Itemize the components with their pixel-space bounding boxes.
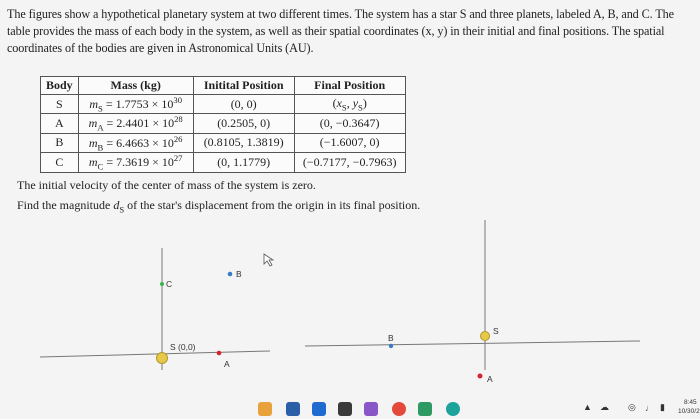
initial-planet-b <box>228 272 233 277</box>
final-label-s: S <box>493 326 499 336</box>
app-icon-8[interactable] <box>446 402 460 416</box>
initial-label-a: A <box>224 359 230 369</box>
app-icon-2[interactable] <box>286 402 300 416</box>
mouse-cursor-icon <box>264 254 273 266</box>
cell-initial: (0.8105, 1.3819) <box>193 133 294 152</box>
header-final: Final Position <box>294 77 405 95</box>
velocity-statement: The initial velocity of the center of mass of the system is zero. <box>17 178 316 192</box>
app-icon-4[interactable] <box>338 402 352 416</box>
cell-mass: $m_B = 6.4663 \times 10^{26}$ <box>78 133 193 152</box>
cell-final: ($x_S$, $y_S$) <box>294 95 405 114</box>
word-icon[interactable] <box>312 402 326 416</box>
final-planet-a <box>478 374 483 379</box>
table-row <box>41 114 406 133</box>
header-body: Body <box>41 77 79 95</box>
cell-body: S <box>41 95 79 114</box>
bodies-table <box>40 76 406 173</box>
cell-final: (−0.7177, −0.7963) <box>294 153 405 172</box>
final-label-b: B <box>388 333 394 343</box>
problem-intro: The figures show a hypothetical planetary system at two different times. The system has a star S and three planets, labeled A, B, and C. The table provides the mass of each body in the system, as well as their spatial coordinates (x, y) in their initial and final positions. The spatial coordinates of the bodies are given in Astronomical Units (AU). <box>7 7 674 55</box>
cloud-icon[interactable]: ☁ <box>600 402 609 412</box>
volume-icon[interactable]: ♩ <box>645 403 654 413</box>
cell-final: (−1.6007, 0) <box>294 133 405 152</box>
cell-mass: $m_C = 7.3619 \times 10^{27}$ <box>78 153 193 172</box>
app-icon-1[interactable] <box>258 402 272 416</box>
initial-label-b: B <box>236 269 242 279</box>
battery-icon[interactable]: ▮ <box>660 402 665 412</box>
table-header-row <box>41 77 406 95</box>
clock-time[interactable]: 8:45 <box>684 399 697 406</box>
chevron-up-icon[interactable]: ▲ <box>583 402 592 412</box>
app-icon-5[interactable] <box>364 402 378 416</box>
final-star-s <box>481 332 490 341</box>
initial-label-c: C <box>166 279 173 289</box>
table-row <box>41 133 406 152</box>
app-icon-7[interactable] <box>418 402 432 416</box>
initial-planet-c <box>160 282 164 286</box>
cell-body: A <box>41 114 79 133</box>
question-text <box>17 198 420 214</box>
table-row <box>41 153 406 172</box>
cell-initial: (0, 0) <box>193 95 294 114</box>
browser-icon[interactable] <box>392 402 406 416</box>
clock-date[interactable]: 10/30/2 <box>678 408 700 415</box>
cell-mass: $m_A = 2.4401 \times 10^{28}$ <box>78 114 193 133</box>
taskbar <box>0 396 700 419</box>
question-post: of the star's displacement from the origin in its final position. <box>124 198 421 212</box>
cell-initial: (0.2505, 0) <box>193 114 294 133</box>
question-pre: Find the magnitude <box>17 198 114 212</box>
table-body <box>41 95 406 173</box>
initial-label-s: S (0,0) <box>170 342 196 352</box>
initial-planet-a <box>217 351 222 356</box>
final-figure <box>305 220 640 384</box>
final-planet-b <box>389 344 393 348</box>
wifi-icon[interactable]: ◎ <box>628 402 636 412</box>
final-x-axis <box>305 341 640 346</box>
table-row <box>41 95 406 114</box>
cell-body: C <box>41 153 79 172</box>
cell-final: (0, −0.3647) <box>294 114 405 133</box>
planet-diagrams <box>0 220 700 395</box>
final-label-a: A <box>487 374 493 384</box>
initial-star-s <box>157 353 168 364</box>
initial-figure <box>40 248 270 370</box>
cell-initial: (0, 1.1779) <box>193 153 294 172</box>
initial-x-axis <box>40 351 270 357</box>
header-mass: Mass (kg) <box>78 77 193 95</box>
cell-mass: $m_S = 1.7753 \times 10^{30}$ <box>78 95 193 114</box>
question-var: $d_S$ <box>113 198 125 215</box>
cell-body: B <box>41 133 79 152</box>
header-initial: Initital Position <box>193 77 294 95</box>
